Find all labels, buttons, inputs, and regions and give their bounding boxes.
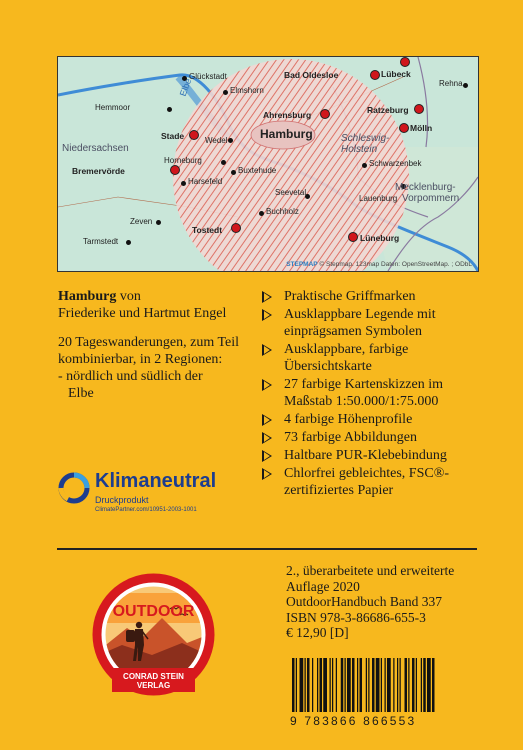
city-label: Rehna bbox=[439, 79, 463, 88]
barcode-bar bbox=[292, 658, 295, 712]
credit-text: © Stepmap. 123map Daten: OpenStreetMap. ; ODbL bbox=[319, 261, 472, 268]
region-label: Holstein bbox=[341, 144, 378, 155]
arrow-bullet-icon bbox=[262, 379, 272, 391]
city-dot bbox=[320, 109, 330, 119]
barcode-bar bbox=[412, 658, 415, 712]
barcode-bar bbox=[387, 658, 391, 712]
city-label: Stade bbox=[161, 131, 185, 141]
arrow-bullet-icon bbox=[262, 468, 272, 480]
feature-item: Haltbare PUR-Klebebindung bbox=[262, 447, 492, 464]
city-dot bbox=[126, 240, 131, 245]
book-title-suffix: von bbox=[116, 289, 141, 304]
city-label: Ahrensburg bbox=[263, 110, 312, 120]
barcode-bar bbox=[330, 658, 331, 712]
city-label-hamburg: Hamburg bbox=[260, 127, 313, 141]
city-dot bbox=[156, 220, 161, 225]
barcode-bar bbox=[341, 658, 344, 712]
region-label: Mecklenburg- bbox=[395, 182, 456, 193]
badge-publisher-2: VERLAG bbox=[136, 681, 171, 690]
overview-map bbox=[57, 56, 479, 272]
city-label: Lüneburg bbox=[360, 233, 400, 243]
arrow-bullet-icon bbox=[262, 344, 272, 356]
city-label: Ratzeburg bbox=[367, 105, 409, 115]
city-dot bbox=[231, 223, 241, 233]
river-label: Elbe bbox=[177, 77, 194, 98]
city-label: Lauenburg bbox=[359, 194, 398, 203]
city-dot bbox=[189, 130, 199, 140]
feature-item: 73 farbige Abbildungen bbox=[262, 429, 492, 446]
barcode-bar bbox=[408, 658, 409, 712]
city-dot bbox=[348, 232, 358, 242]
city-label: Tostedt bbox=[192, 225, 223, 235]
badge-publisher: CONRAD STEIN bbox=[123, 672, 184, 681]
barcode-bar bbox=[332, 658, 333, 712]
barcode-bar bbox=[432, 658, 435, 712]
barcode-bar bbox=[323, 658, 327, 712]
barcode-bar bbox=[376, 658, 380, 712]
city-dot bbox=[167, 107, 172, 112]
edition-year: Auflage 2020 bbox=[286, 578, 360, 594]
region-label: Vorpommern bbox=[402, 193, 460, 204]
city-label: Wedel bbox=[205, 136, 228, 145]
barcode-bar bbox=[427, 658, 431, 712]
badge-title: OUTDOOR bbox=[112, 603, 195, 620]
city-label: Buchholz bbox=[266, 207, 299, 216]
arrow-bullet-icon bbox=[262, 432, 272, 444]
city-dot bbox=[399, 123, 409, 133]
barcode-bar bbox=[352, 658, 355, 712]
barcode-bar bbox=[347, 658, 351, 712]
feature-item: Ausklappbare Legende mit einprägsamen Symbolen bbox=[262, 306, 492, 340]
city-label: Horneburg bbox=[164, 156, 202, 165]
city-label: Harsefeld bbox=[188, 177, 223, 186]
barcode-bar bbox=[372, 658, 375, 712]
region-list-item: - nördlich und südlich der bbox=[58, 369, 203, 384]
book-info bbox=[58, 288, 258, 402]
barcode-number: 9 783866 866553 bbox=[290, 714, 417, 728]
publication-info bbox=[286, 563, 454, 641]
region-label: Schleswig- bbox=[341, 133, 390, 144]
city-dot bbox=[228, 138, 233, 143]
edition-line: 2., überarbeitete und erweiterte bbox=[286, 563, 455, 578]
arrow-bullet-icon bbox=[262, 414, 272, 426]
feature-item: Praktische Griffmarken bbox=[262, 288, 492, 305]
divider bbox=[57, 548, 477, 550]
stepmap-brand: STEPMAP bbox=[286, 261, 318, 268]
climate-partner-icon bbox=[58, 472, 90, 504]
city-label: Glückstadt bbox=[189, 72, 227, 81]
city-label: Zeven bbox=[130, 217, 153, 226]
city-label: Schwarzenbek bbox=[369, 159, 422, 168]
book-description: 20 Tageswanderungen, zum Teil kombinierbar, in 2 Regionen: bbox=[58, 335, 240, 367]
barcode-bar bbox=[393, 658, 394, 712]
city-dot bbox=[231, 170, 236, 175]
city-label: Seevetal bbox=[275, 188, 307, 197]
barcode-bar bbox=[385, 658, 386, 712]
barcode-bar bbox=[307, 658, 310, 712]
feature-list bbox=[262, 288, 492, 500]
series-info: OutdoorHandbuch Band 337 bbox=[286, 594, 442, 609]
feature-item: 27 farbige Kartenskizzen im Maßstab 1:50.000/1:75.000 bbox=[262, 376, 492, 410]
city-dot bbox=[170, 165, 180, 175]
klima-title: Klimaneutral bbox=[95, 470, 217, 492]
city-label: Hemmoor bbox=[95, 103, 131, 112]
city-dot bbox=[414, 104, 424, 114]
barcode-bar bbox=[300, 658, 304, 712]
city-dot bbox=[463, 83, 468, 88]
barcode-bar bbox=[366, 658, 367, 712]
city-dot bbox=[259, 211, 264, 216]
city-dot bbox=[362, 163, 367, 168]
klima-id: ClimatePartner.com/10951-2003-1001 bbox=[95, 507, 197, 513]
isbn: ISBN 978-3-86686-655-3 bbox=[286, 609, 426, 625]
barcode-bar bbox=[405, 658, 408, 712]
book-authors: Friederike und Hartmut Engel bbox=[58, 306, 227, 321]
city-dot bbox=[181, 181, 186, 186]
barcode-bar bbox=[305, 658, 306, 712]
barcode-bar bbox=[357, 658, 358, 712]
region-list-item-cont: Elbe bbox=[68, 386, 94, 401]
city-label: Mölln bbox=[410, 123, 433, 133]
city-label: Bad Oldesloe bbox=[284, 70, 339, 80]
isbn-barcode bbox=[290, 656, 483, 714]
city-label: Tarmstedt bbox=[83, 237, 119, 246]
barcode-bar bbox=[423, 658, 426, 712]
price: € 12,90 [D] bbox=[286, 625, 349, 640]
arrow-bullet-icon bbox=[262, 291, 272, 303]
city-dot bbox=[370, 70, 380, 80]
barcode-bar bbox=[312, 658, 313, 712]
region-label: Niedersachsen bbox=[62, 143, 129, 154]
map-credit bbox=[286, 261, 472, 268]
city-label: Bremervörde bbox=[72, 166, 125, 176]
arrow-bullet-icon bbox=[262, 450, 272, 462]
klimaneutral-logo bbox=[58, 468, 248, 520]
barcode-bar bbox=[296, 658, 297, 712]
barcode-bar bbox=[381, 658, 382, 712]
city-label: Lübeck bbox=[381, 69, 411, 79]
feature-item: 4 farbige Höhenprofile bbox=[262, 411, 492, 428]
klima-subtitle: Druckprodukt bbox=[95, 495, 149, 505]
city-label: Buxtehude bbox=[238, 166, 277, 175]
barcode-bar bbox=[360, 658, 363, 712]
book-title: Hamburg bbox=[58, 289, 117, 304]
city-label: Elmshorn bbox=[230, 86, 264, 95]
arrow-bullet-icon bbox=[262, 309, 272, 321]
barcode-bar bbox=[368, 658, 369, 712]
feature-item: Ausklappbare, farbige Übersichtskarte bbox=[262, 341, 492, 375]
city-dot bbox=[400, 57, 410, 67]
barcode-bar bbox=[397, 658, 398, 712]
barcode-bar bbox=[421, 658, 422, 712]
city-dot bbox=[223, 90, 228, 95]
barcode-bar bbox=[317, 658, 318, 712]
barcode-bar bbox=[320, 658, 323, 712]
barcode-bar bbox=[345, 658, 346, 712]
barcode-bar bbox=[416, 658, 417, 712]
feature-item: Chlorfrei gebleichtes, FSC®-zertifiziertes Papier bbox=[262, 465, 492, 499]
barcode-bar bbox=[336, 658, 337, 712]
city-dot bbox=[221, 160, 226, 165]
outdoor-publisher-badge bbox=[92, 573, 215, 696]
barcode-bar bbox=[400, 658, 401, 712]
